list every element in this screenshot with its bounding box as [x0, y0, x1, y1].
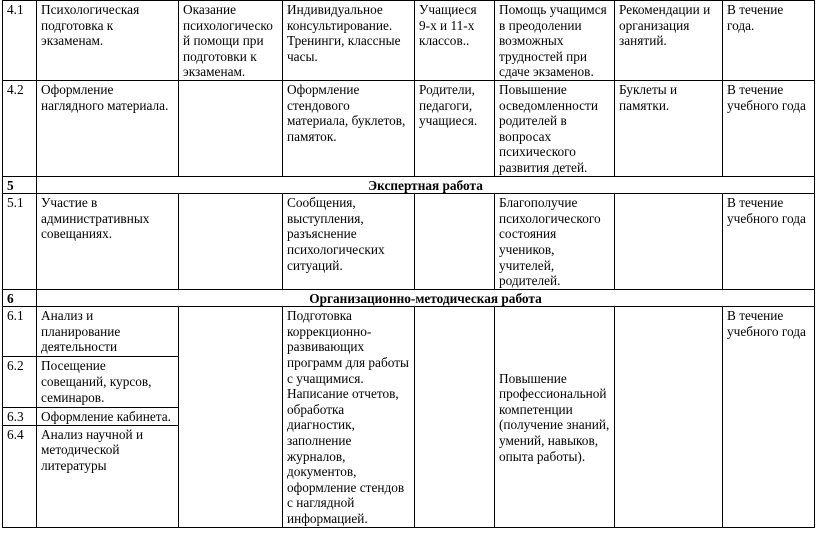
row-number: 5.1	[3, 194, 37, 290]
participants-cell	[415, 307, 495, 527]
activity-cell: Анализ научной и методической литературы	[37, 425, 179, 527]
section-header	[3, 176, 815, 194]
term-cell: В течение учебного года	[723, 80, 815, 176]
activity-cell: Психологическая подготовка к экзаменам.	[37, 1, 179, 81]
work-plan-table	[2, 0, 815, 528]
section-title: Экспертная работа	[37, 176, 815, 194]
section-number: 5	[3, 176, 37, 194]
table-row	[3, 1, 815, 81]
participants-cell	[415, 194, 495, 290]
form-cell: Оказание психологическо й помощи при подготовки к экзаменам.	[179, 1, 283, 81]
form-cell	[179, 194, 283, 290]
product-cell: Рекомендации и организация занятий.	[615, 1, 723, 81]
product-cell	[615, 307, 723, 527]
form-cell	[179, 80, 283, 176]
result-cell: Повышение профессиональной компетенции (получение знаний, умений, навыков, опыта работы).	[495, 307, 615, 527]
content-cell: Индивидуальное консультирование. Тренинги, классные часы.	[283, 1, 415, 81]
row-number: 6.2	[3, 357, 37, 407]
term-cell: В течение года.	[723, 1, 815, 81]
product-cell	[615, 194, 723, 290]
activity-cell: Участие в административных совещаниях.	[37, 194, 179, 290]
result-cell: Благополучие психологического состояния учеников, учителей, родителей.	[495, 194, 615, 290]
row-number: 6.3	[3, 407, 37, 425]
section-title: Организационно-методическая работа	[37, 289, 815, 307]
row-number: 4.1	[3, 1, 37, 81]
participants-cell: Учащиеся 9-х и 11-х классов..	[415, 1, 495, 81]
row-number: 6.4	[3, 425, 37, 527]
participants-cell: Родители, педагоги, учащиеся.	[415, 80, 495, 176]
table-row	[3, 194, 815, 290]
result-cell: Повышение осведомленности родителей в вопросах психического развития детей.	[495, 80, 615, 176]
content-cell: Подготовка коррекционно-развивающих программ для работы с учащимися. Написание отчетов, обработка диагностик, заполнение журналов, документов, оформление стендов с наглядной информацией.	[283, 307, 415, 527]
content-cell: Сообщения, выступления, разъяснение психологических ситуаций.	[283, 194, 415, 290]
term-cell: В течение учебного года	[723, 194, 815, 290]
result-cell: Помощь учащимся в преодолении возможных трудностей при сдаче экзаменов.	[495, 1, 615, 81]
product-cell: Буклеты и памятки.	[615, 80, 723, 176]
term-cell: В течение учебного года	[723, 307, 815, 527]
activity-cell: Посещение совещаний, курсов, семинаров.	[37, 357, 179, 407]
table-row	[3, 307, 815, 357]
content-cell: Оформление стендового материала, буклетов, памяток.	[283, 80, 415, 176]
activity-cell: Оформление наглядного материала.	[37, 80, 179, 176]
section-number: 6	[3, 289, 37, 307]
row-number: 4.2	[3, 80, 37, 176]
form-cell	[179, 307, 283, 527]
activity-cell: Анализ и планирование деятельности	[37, 307, 179, 357]
activity-cell: Оформление кабинета.	[37, 407, 179, 425]
row-number: 6.1	[3, 307, 37, 357]
section-header	[3, 289, 815, 307]
table-row	[3, 80, 815, 176]
